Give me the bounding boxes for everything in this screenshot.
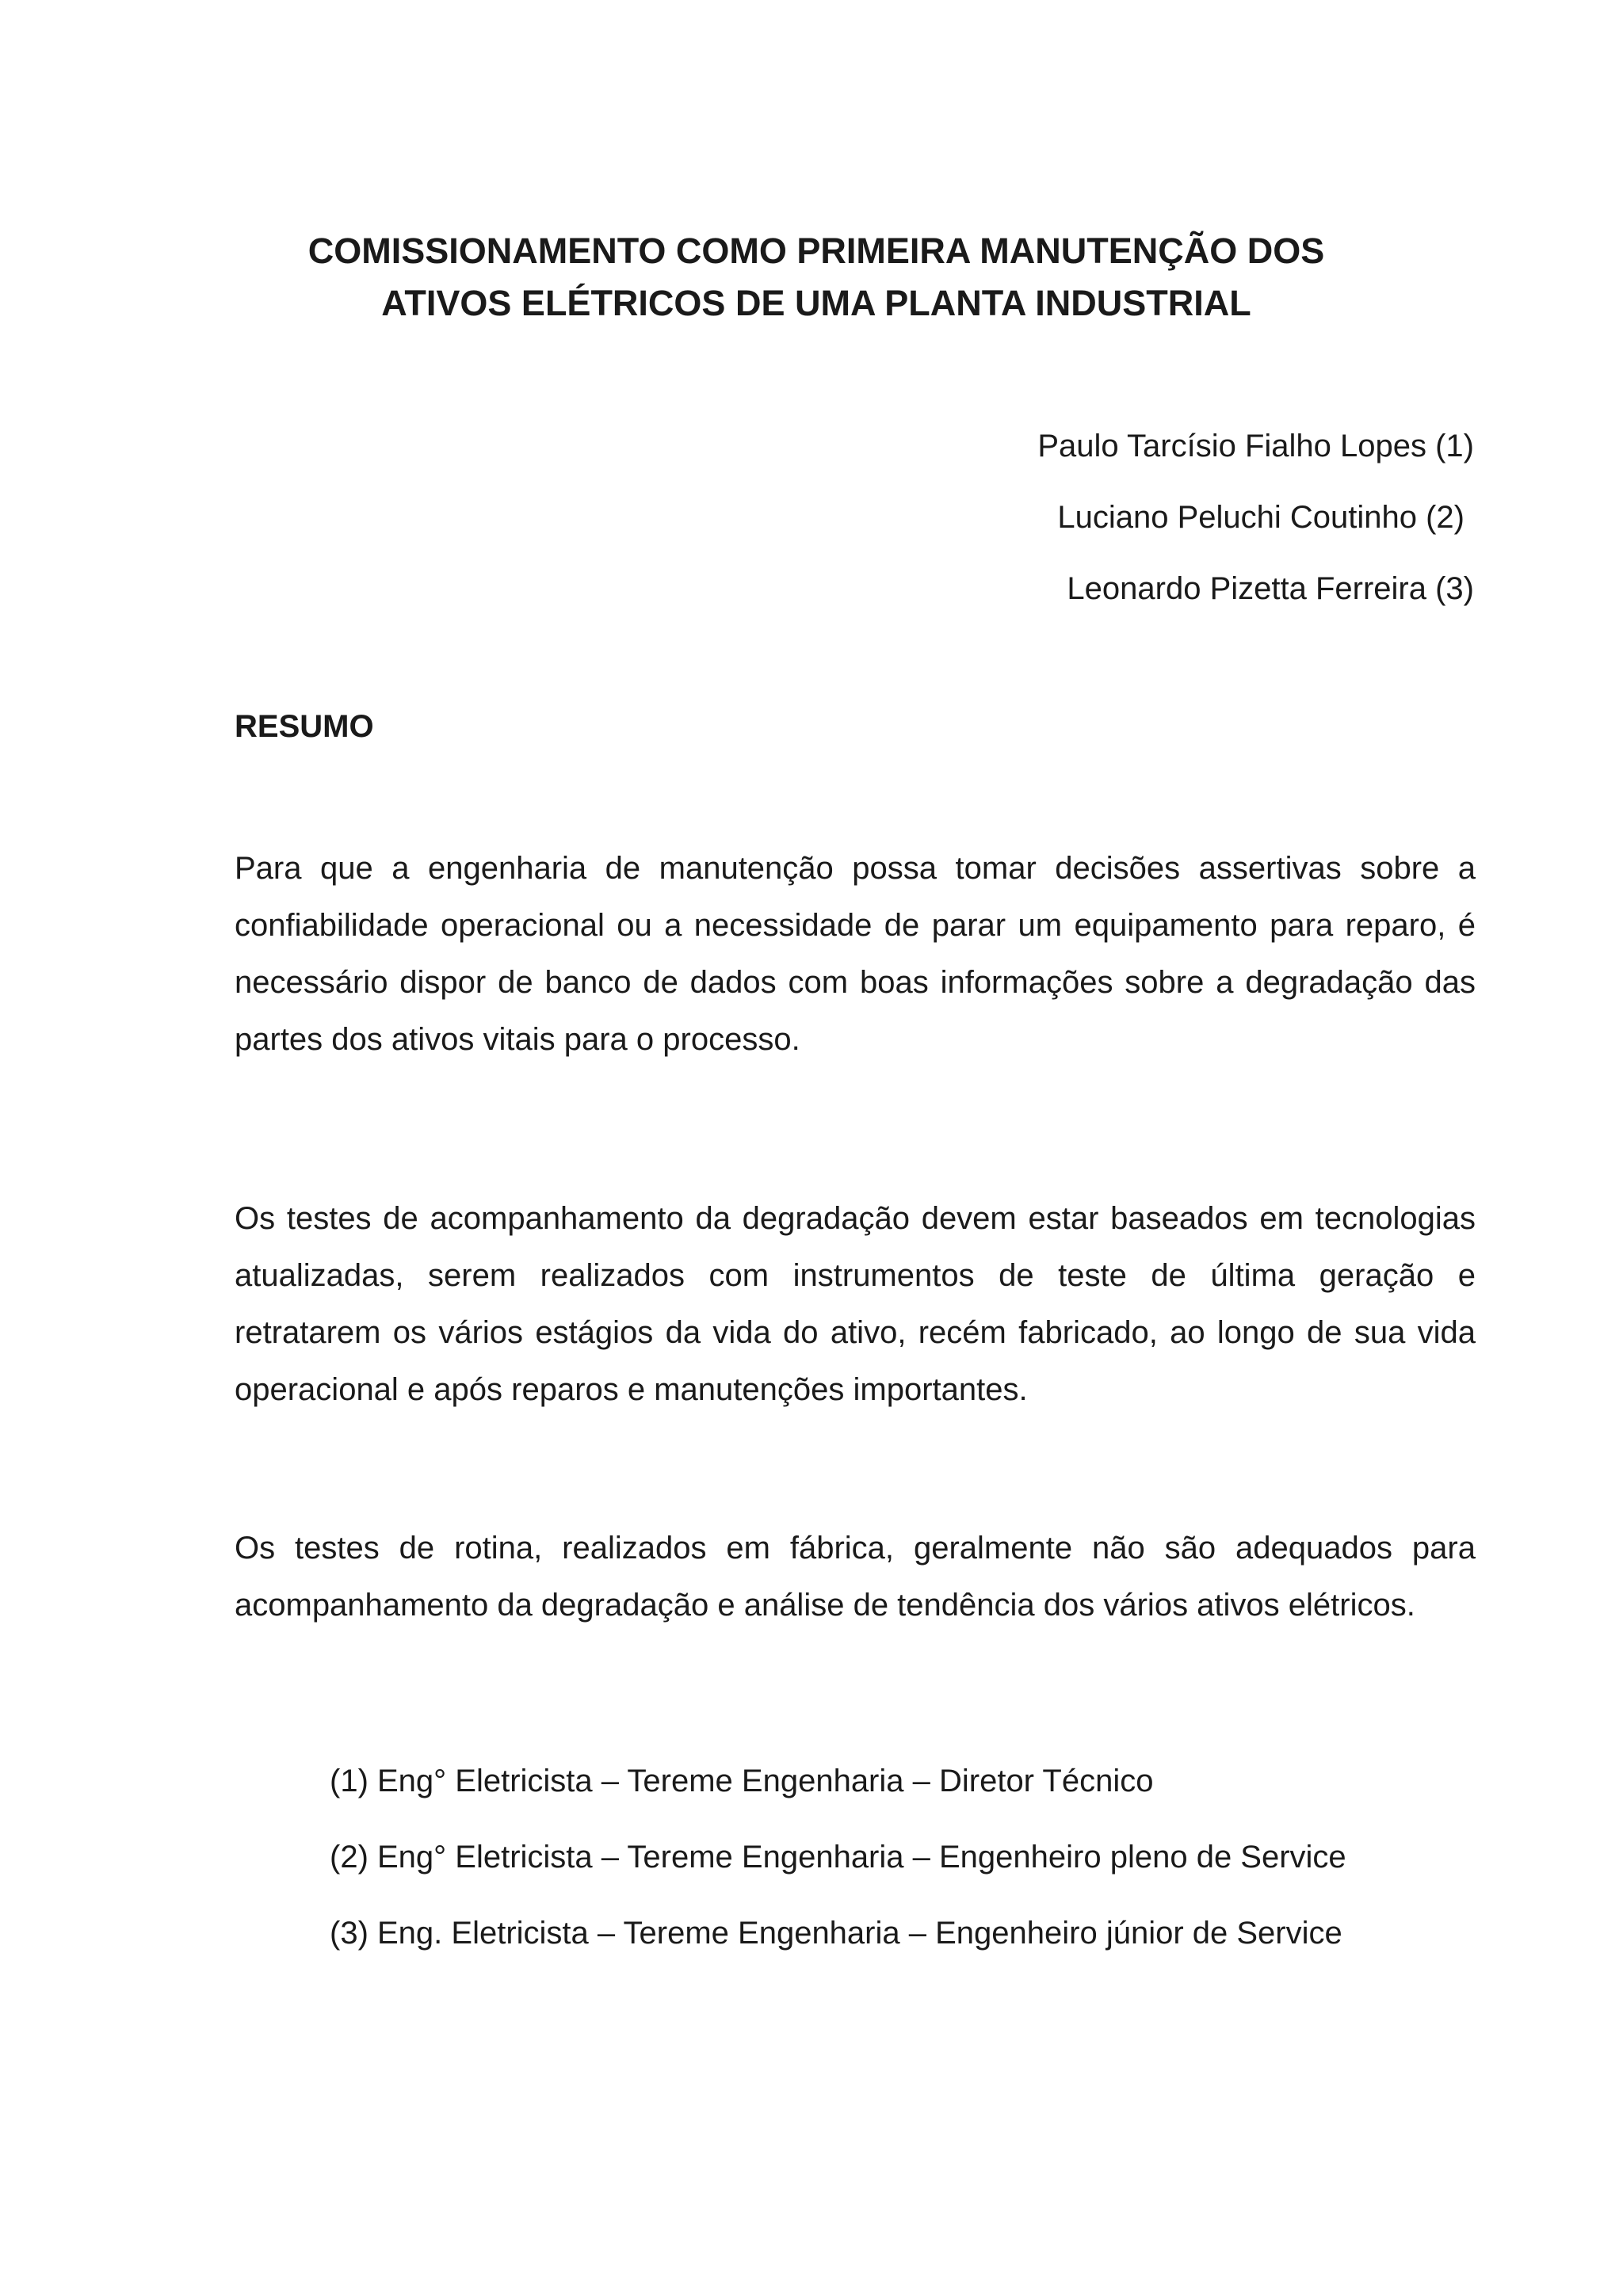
affiliation-3: (3) Eng. Eletricista – Tereme Engenharia – Engenheiro júnior de Service [330,1916,1342,1951]
title-line-1: COMISSIONAMENTO COMO PRIMEIRA MANUTENÇÃO DOS [307,231,1325,271]
abstract-paragraph-3: Os testes de rotina, realizados em fábrica, geralmente não são adequados para acompanhamento da degradação e análise de tendência dos vários ativos elétricos. [235,1531,1476,1623]
abstract-paragraph-1: Para que a engenharia de manutenção possa tomar decisões assertivas sobre a confiabilidade operacional ou a necessidade de parar um equipamento para reparo, é necessário dispor de banco de dados com boas informações sobre a degradação das partes dos ativos vitais para o processo. [235,851,1476,1057]
affiliation-list [330,1757,1346,1985]
document-title [235,225,1398,330]
affiliation-1: (1) Eng° Eletricista – Tereme Engenharia – Diretor Técnico [330,1764,1154,1798]
affiliation-2: (2) Eng° Eletricista – Tereme Engenharia – Engenheiro pleno de Service [330,1840,1346,1875]
section-heading-resumo: RESUMO [235,709,374,744]
author-3: Leonardo Pizetta Ferreira (3) [1067,571,1474,606]
author-2: Luciano Peluchi Coutinho (2) [1057,500,1465,535]
title-line-2: ATIVOS ELÉTRICOS DE UMA PLANTA INDUSTRIAL [381,283,1251,323]
abstract-paragraph-2: Os testes de acompanhamento da degradação devem estar baseados em tecnologias atualizadas, serem realizados com instrumentos de teste de última geração e retratarem os vários estágios da vida do ativo, recém fabricado, ao longo de sua vida operacional e após reparos e manutenções importantes. [235,1201,1476,1407]
author-list [872,418,1474,632]
author-1: Paulo Tarcísio Fialho Lopes (1) [1037,429,1474,463]
